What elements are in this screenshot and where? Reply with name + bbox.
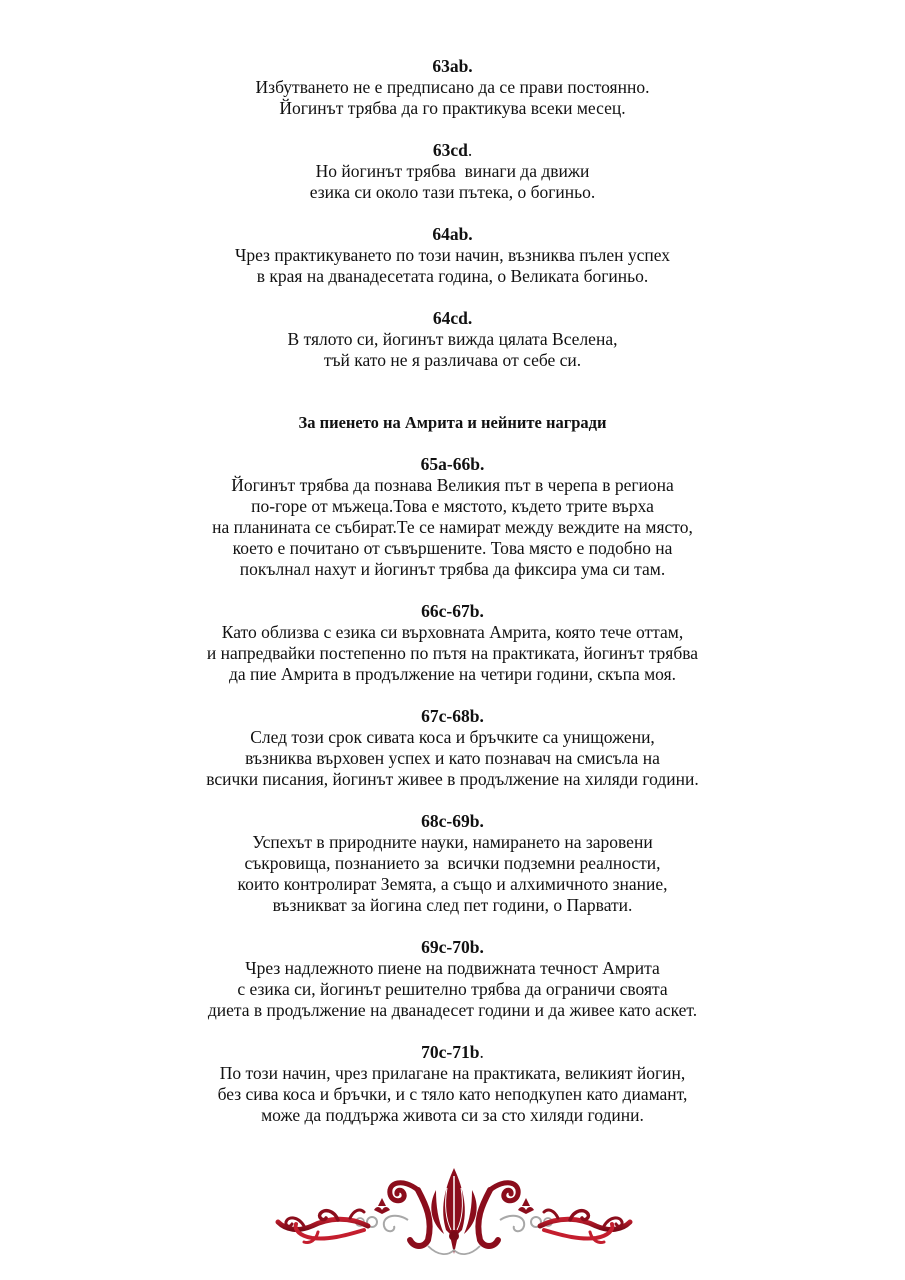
verse-reference: 70c-71b. (421, 1042, 484, 1062)
verse-line: което е почитано от съвършените. Това място е подобно на (232, 538, 673, 558)
verse-64ab (0, 224, 905, 287)
verse-line: Йогинът трябва да познава Великия път в черепа в региона (231, 475, 674, 495)
verse-reference: 67c-68b. (421, 706, 484, 726)
verse-line: без сива коса и бръчки, и с тяло като неподкупен като диамант, (217, 1084, 688, 1104)
verse-line: По този начин, чрез прилагане на практиката, великият йогин, (219, 1063, 686, 1083)
verse-line: Успехът в природните науки, намирането на заровени (252, 832, 653, 852)
verse-line: Чрез надлежното пиене на подвижната течност Амрита (245, 958, 660, 978)
verse-reference: 64ab. (432, 224, 473, 244)
verse-line: покълнал нахут и йогинът трябва да фиксира ума си там. (239, 559, 666, 579)
section-title: За пиенето на Амрита и нейните награди (298, 413, 607, 432)
verse-line: по-горе от мъжеца.Това е мястото, където трите върха (251, 496, 654, 516)
verse-line: на планината се събират.Те се намират между веждите на място, (212, 517, 693, 537)
verse-65a-66b (0, 454, 905, 580)
verse-reference: 69c-70b. (421, 937, 484, 957)
verse-reference: 68c-69b. (421, 811, 484, 831)
verse-line: диета в продължение на дванадесет години и да живее като аскет. (207, 1000, 698, 1020)
verse-reference: 66c-67b. (421, 601, 484, 621)
verse-68c-69b (0, 811, 905, 916)
verse-70c-71b (0, 1042, 905, 1126)
verse-line: които контролират Земята, а също и алхимичното знание, (237, 874, 668, 894)
verse-line: Йогинът трябва да го практикува всеки месец. (279, 98, 626, 118)
verse-line: може да поддържа живота си за сто хиляди години. (261, 1105, 644, 1125)
verse-line: В тялото си, йогинът вижда цялата Вселена, (287, 329, 618, 349)
verse-line: След този срок сивата коса и бръчките са унищожени, (250, 727, 655, 747)
verse-line: възникват за йогина след пет години, о Парвати. (272, 895, 633, 915)
verse-66c-67b (0, 601, 905, 685)
verse-line: всички писания, йогинът живее в продължение на хиляди години. (206, 769, 699, 789)
verse-63cd (0, 140, 905, 203)
verse-line: Избутването не е предписано да се прави постоянно. (255, 77, 650, 97)
verse-reference: 63cd. (432, 140, 473, 160)
verse-line: езика си около тази пътека, о богиньо. (309, 182, 596, 202)
verse-line: Като облизва с езика си върховната Амрита, която тече оттам, (221, 622, 684, 642)
verse-line: да пие Амрита в продължение на четири години, скъпа моя. (229, 664, 676, 684)
verse-line: съкровища, познанието за всички подземни реалности, (244, 853, 661, 873)
verse-64cd (0, 308, 905, 371)
verse-line: Но йогинът трябва винаги да движи (315, 161, 590, 181)
verse-line: възниква върховен успех и като познавач на смисъла на (245, 748, 660, 768)
verse-67c-68b (0, 706, 905, 790)
verse-line: тъй като не я различава от себе си. (323, 350, 582, 370)
verse-line: с езика си, йогинът решително трябва да ограничи своята (237, 979, 668, 999)
verse-63ab (0, 56, 905, 119)
floral-divider-ornament-icon (268, 1160, 640, 1260)
verse-69c-70b (0, 937, 905, 1021)
document-page (0, 56, 905, 1147)
verse-line: в края на дванадесетата година, о Великата богиньо. (256, 266, 649, 286)
verse-reference: 65a-66b. (420, 454, 485, 474)
verse-line: и напредвайки постепенно по пътя на практиката, йогинът трябва (206, 643, 699, 663)
verse-line: Чрез практикуването по този начин, възниква пълен успех (234, 245, 671, 265)
verse-reference: 63ab. (432, 56, 473, 76)
verse-reference: 64cd. (432, 308, 473, 328)
